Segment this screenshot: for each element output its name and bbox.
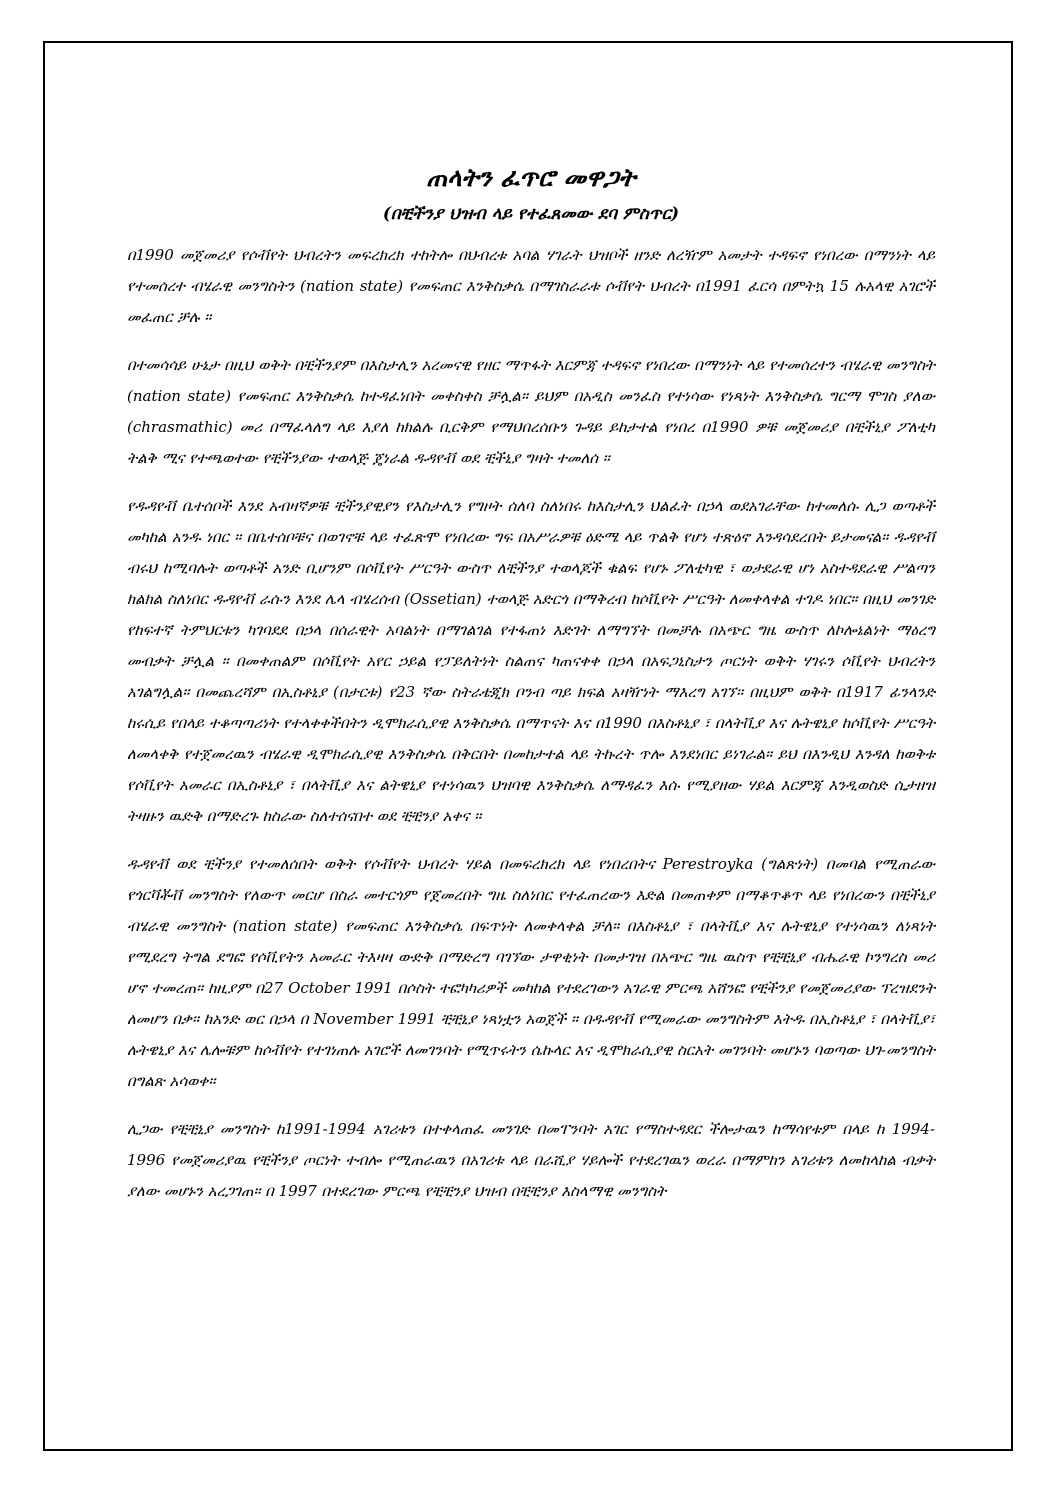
paragraph-1: በ1990 መጀመሪያ የሶቭየት ህብረትን መፍረክረክ ተከትሎ በህብረቱ አባል ሃገራት ህዝቦች ዘንድ ለረዥም አመታት ተዳፍኖ የነበረው በማንነት ላይ የተመሰረተ ብሄራዊ መንግስትን (nation state) የመፍጠር እንቅስቃሴ በማገስራራቱ ሶቭየት ህብረት በ1991 ፈርሳ በምትኳ 15 ሉአላዊ አገሮች መፈጠር ቻሉ ። [127,246,935,326]
paragraph-4: ዱዳየቭ ወደ ቺችንያ የተመለሰበት ወቅት የሶቭየት ህብረት ሃይል በመፍረክረክ ላይ የነበረበትና Perestroyka (ግልጽነት) በመባል የሚጠራው የጎርቫቾቭ መንግስት የለውጥ መርሆ በስራ መተርጎም የጀመረበት ግዜ ስለነበር የተፈጠረውን እድል በመጠቀም በማቆጥቆጥ ላይ የነበረውን በቺችኒያ ብሄራዊ መንግስት (nation state) የመፍጠር እንቅስቃሴ በፍጥነት ለመቀላቀል ቻለ። በእስቶኒያ ፣ በላትቪያ እና ሉትዌኒያ የተነሳዉን ለነጻነት የሚደረግ ትግል ደግፎ የሶቪየትን አመራር ትእዛዛ ውድቅ በማድረግ ባገኘው ታዋቂነት በመታገዝ በአጭር ግዜ ዉስጥ የቺቺኒያ ብሔራዊ ኮንግረስ መሪ ሆኖ ተመረጠ። ከዚያም በ27 October 1991 በሶስት ተፎካካሪዎች መካከል የተደረገውን አገራዊ ምርጫ አሸንፎ የቺችንያ የመጀመሪያው ፕረዝደንት ለመሆን በቃ። ከአንድ ወር በኃላ በ November 1991 ቺቺኒያ ነጻነቷን አወጀች ። በዱዳየቭ የሚመራው መንግስትም እትዱ በኢስቶኒያ ፣ በላትቪያ፣ ሉትዌኒያ እና ሌሎቹም ከሶቭየት የተገነጠሉ አገሮች ለመገንባት የሚጥሩትን ሴኩላር እና ዲሞክራሲያዊ ስርአት መገንባት መሆኑን ባወጣው ህገ-መንግስት በግልጽ አሳወቀ። [127,855,935,1090]
document-subtitle: (በቺችንያ ህዝብ ላይ የተፈጸመው ደባ ምስጥር) [382,204,680,224]
paragraph-2: በተመሳሳይ ሁኔታ በዚህ ወቅት በቺችንያም በእስታሊን አረመናዊ የዘር ማጥፋት እርምጃ ተዳፍኖ የነበረው በማንነት ላይ የተመሰረተን ብሄራዊ መንግስት (nation state) የመፍጠር እንቅስቃሴ ከተዳፈነበት መቀስቀስ ቻሏል። ይህም በአዲስ መንፈስ የተነሳው የነጻነት እንቅስቃሴ ግርማ ሞገስ ያለው (chrasmathic) መሪ በማፈላለግ ላይ እያለ ከክልሉ ቢርቅም የማህበረሰቡን ጉዳይ ይከታተል የነበረ በ1990 ዎቹ መጀመሪያ በቺችኒያ ፖለቲካ ትልቅ ሚና የተጫወተው የቺችንያው ተወላጅ ጄነራል ዱዳየቭ ወደ ቺችኒያ ግዛት ተመለሰ ። [127,356,935,467]
document-title: ጠላትን ፈጥሮ መዋጋት [426,163,636,192]
paragraph-3: የዱዳየቭ ቤተሰቦች እንደ አብዛኛዎቹ ቺችንያዊያን የእስታሊን የግዞት ሰለባ ስለነበሩ ከእስታሊን ህልፈት በኃላ ወደአገራቸው ከተመለሱ ሊጋ ወጣቶች መካከል አንዱ ነበር ። በቤተሰቦቹና በወገኖቹ ላይ ተፈጽሞ የነበረው ግፍ በአሥራዎቹ ዕድሜ ላይ ጥልቅ የሆነ ተጽዕኖ እንዳሳደረበት ይታመናል። ዱዳየቭ ብሩህ ከሚባሉት ወጣቶች አንድ ቢሆንም በሶቪየት ሥርዓት ውስጥ ለቺችንያ ተወላጆች ቁልፍ የሆኑ ፖለቲካዊ ፣ ወታደራዊ ሆነ አስተዳደራዊ ሥልጣን ክልክል ስለነበር ዱዳየቭ ራሱን እንደ ሌላ ብሄረሰብ (Ossetian) ተወላጅ አድርጎ በማቅረብ ከሶቪየት ሥርዓት ለመቀላቀል ተገዶ ነበር። በዚህ መንገድ የከፍተኛ ትምህርቱን ካገባደደ በኃላ በሰራዊት አባልነት በማገልገል የተፋጠነ እድገት ለማግኘት በመቻሉ በአጭር ግዜ ውስጥ ለኮሎኔልነት ማዕረግ መብቃት ቻሏል ። በመቀጠልም በሶቪየት አየር ኃይል የፓይለትነት ስልጠና ካጠናቀቀ በኃላ በአፍጋኒስታን ጦርነት ወቅት ሃገሩን ሶቪየት ህብረትን አገልግሏል። በመጨረሻም በኢስቶኒያ (በታርቱ) የ23 ኛው ስትራቴጂክ ቦንብ ጣይ ክፍል አዛዥነት ማእረግ አገኘ። በዚህም ወቅት በ1917 ፊንላንድ ከሩሲይ የበላይ ተቆጣጣሪነት የተላቀቀችበትን ዲሞክራሲያዊ እንቅስቃሴ በማጥናት እና በ1990 በእስቶኒያ ፣ በላትቪያ እና ሉትዌኒያ ከሶቪየት ሥርዓት ለመላቀቅ የተጀመረዉን ብሄራዊ ዲሞክራሲያዊ እንቅስቃሴ በቅርበት በመከታተል ላይ ትኩረት ጥሎ እንደነበር ይነገራል። ይህ በእንዲህ እንዳለ ከወቅቱ የሶቪየት አመራር በኢስቶኒያ ፣ በላትቪያ እና ልትዌኒያ የተነሳዉን ህዝባዊ እንቅስቃሴ ለማዳፈን እሱ የሚያዘው ሃይል እርምጃ እንዲወስድ ሲታዘዝ ትዛዙን ዉድቅ በማድረጉ ከስራው ስለተሰናበተ ወደ ቺቺንያ አቀና ። [127,497,935,825]
paragraph-5: ሊጋው የቺቺኒያ መንግስት ከ1991-1994 አገሪቱን በተቀላጠፈ መንገድ በመፐንባት አገር የማስተዳደር ችሎታዉን ከማሳየቱም በላይ ከ 1994-1996 የመጀመሪያዉ የቺችንያ ጦርነት ተብሎ የሚጠራዉን በአገሪቱ ላይ በራሺያ ሃይሎች የተደረገዉን ወረራ በማምከን አገሪቱን ለመከላከል ብቃት ያለው መሆኑን አረጋገጠ። በ 1997 በተደረገው ምርጫ የቺቺንያ ህዝብ በቺቺንያ እስላማዊ መንግስት [127,1120,935,1200]
document-body [127,160,935,1224]
